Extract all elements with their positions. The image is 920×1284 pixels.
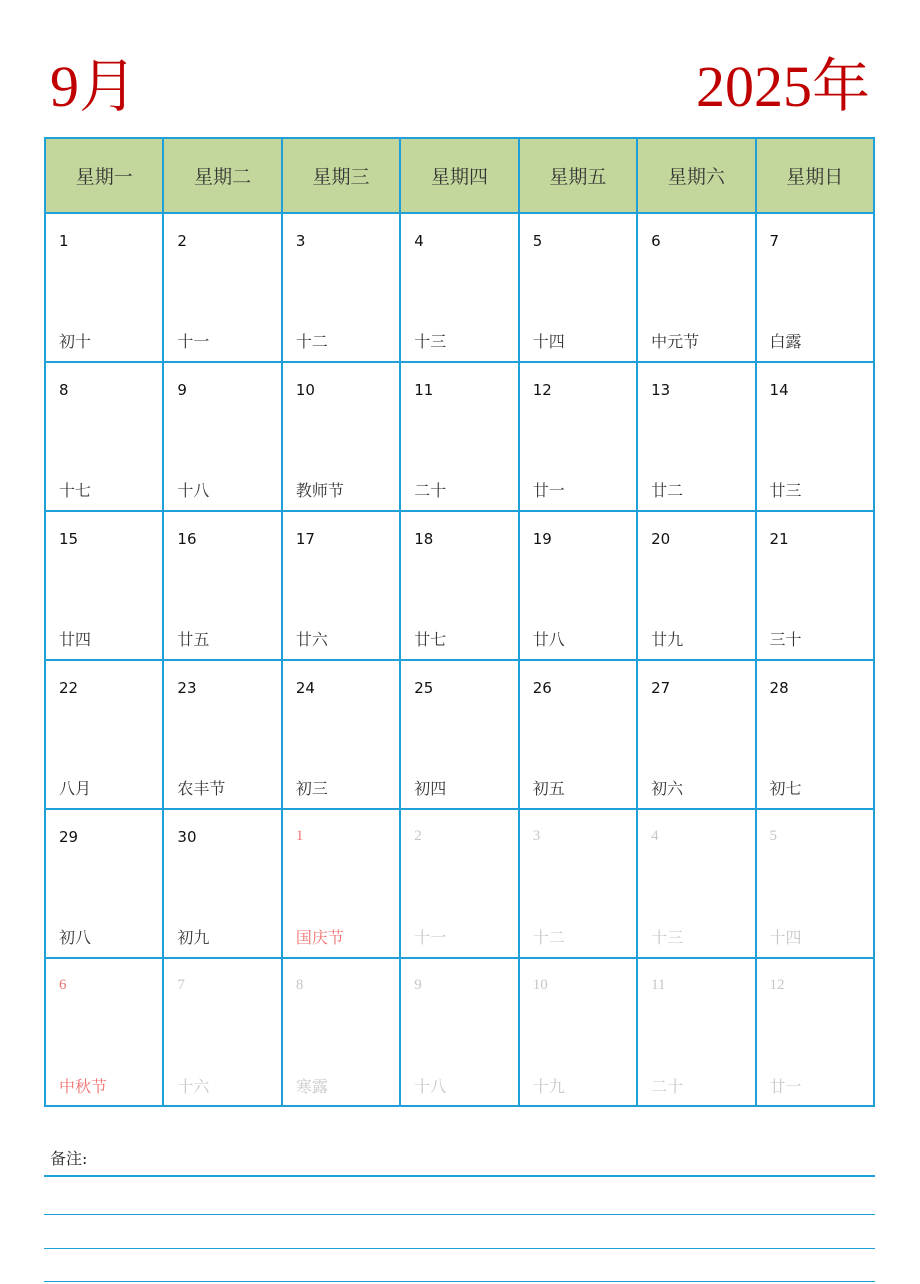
day-cell[interactable] xyxy=(520,810,638,957)
day-cell[interactable] xyxy=(46,214,164,361)
day-cell[interactable] xyxy=(46,363,164,510)
day-number: 10 xyxy=(295,381,315,399)
day-cell[interactable] xyxy=(757,214,873,361)
day-number: 25 xyxy=(414,679,434,697)
lunar-date: 初四 xyxy=(414,779,447,798)
day-number: 21 xyxy=(769,530,789,548)
weekday-header: 星期日 xyxy=(786,166,844,188)
lunar-date: 初十 xyxy=(59,332,92,351)
week-row xyxy=(46,363,873,512)
lunar-date: 十八 xyxy=(177,481,210,500)
lunar-date: 初六 xyxy=(651,779,684,798)
week-row xyxy=(46,959,873,1107)
lunar-date: 初八 xyxy=(59,928,92,947)
day-number: 10 xyxy=(532,977,548,993)
day-cell[interactable] xyxy=(757,363,873,510)
notes-label: 备注: xyxy=(50,1149,88,1168)
weekday-header: 星期六 xyxy=(638,139,756,212)
calendar-grid xyxy=(44,137,875,1107)
day-number: 30 xyxy=(177,828,197,846)
day-cell[interactable] xyxy=(164,810,282,957)
day-number: 5 xyxy=(769,828,778,844)
day-cell[interactable] xyxy=(638,661,756,808)
day-cell[interactable] xyxy=(520,214,638,361)
day-number: 3 xyxy=(532,828,541,844)
day-cell[interactable] xyxy=(283,959,401,1107)
day-cell[interactable] xyxy=(520,363,638,510)
day-cell[interactable] xyxy=(638,512,756,659)
lunar-date: 廿二 xyxy=(651,481,684,500)
lunar-date: 廿五 xyxy=(177,630,210,649)
lunar-date: 十八 xyxy=(414,1077,447,1096)
lunar-date: 十三 xyxy=(414,332,447,351)
day-cell[interactable] xyxy=(283,214,401,361)
day-number: 15 xyxy=(59,530,79,548)
day-cell[interactable] xyxy=(520,661,638,808)
lunar-date: 十一 xyxy=(414,928,447,947)
week-row xyxy=(46,661,873,810)
note-line xyxy=(44,1248,875,1249)
weekday-header: 星期一 xyxy=(46,139,164,212)
day-number: 1 xyxy=(59,232,69,250)
day-cell[interactable] xyxy=(401,810,519,957)
lunar-date: 十二 xyxy=(532,928,565,947)
day-cell[interactable] xyxy=(283,363,401,510)
day-cell[interactable] xyxy=(46,661,164,808)
day-number: 12 xyxy=(532,381,552,399)
lunar-date: 廿八 xyxy=(532,630,565,649)
day-cell[interactable] xyxy=(164,512,282,659)
day-cell[interactable] xyxy=(164,661,282,808)
day-cell[interactable] xyxy=(401,214,519,361)
day-number: 13 xyxy=(651,381,671,399)
day-cell[interactable] xyxy=(401,959,519,1107)
day-cell[interactable] xyxy=(164,959,282,1107)
day-number: 14 xyxy=(769,381,789,399)
day-number: 19 xyxy=(532,530,552,548)
day-number: 11 xyxy=(651,977,666,993)
day-cell[interactable] xyxy=(638,959,756,1107)
lunar-date: 十三 xyxy=(651,928,684,947)
week-row xyxy=(46,810,873,959)
day-number: 11 xyxy=(414,381,434,399)
week-row xyxy=(46,214,873,363)
day-number: 6 xyxy=(651,232,661,250)
lunar-date: 十七 xyxy=(59,481,92,500)
lunar-date: 国庆节 xyxy=(295,928,344,947)
day-number: 28 xyxy=(769,679,789,697)
lunar-date: 中元节 xyxy=(651,332,700,351)
day-number: 20 xyxy=(651,530,671,548)
day-number: 26 xyxy=(532,679,552,697)
lunar-date: 初三 xyxy=(295,779,328,798)
day-number: 3 xyxy=(295,232,306,250)
day-cell[interactable] xyxy=(46,959,164,1107)
calendar-weeks xyxy=(46,214,873,1107)
day-cell[interactable] xyxy=(283,661,401,808)
day-number: 9 xyxy=(177,381,187,399)
lunar-date: 农丰节 xyxy=(177,779,226,798)
lunar-date: 三十 xyxy=(769,630,802,649)
lunar-date: 十九 xyxy=(532,1077,565,1096)
day-number: 23 xyxy=(177,679,197,697)
lunar-date: 廿四 xyxy=(59,630,92,649)
lunar-date: 初七 xyxy=(769,779,802,798)
day-cell[interactable] xyxy=(757,959,873,1107)
weekday-header: 星期三 xyxy=(283,139,401,212)
weekday-header: 星期四 xyxy=(401,139,519,212)
day-number: 24 xyxy=(295,679,315,697)
day-number: 9 xyxy=(414,977,422,993)
lunar-date: 十四 xyxy=(532,332,565,351)
lunar-date: 廿一 xyxy=(532,481,565,500)
day-cell[interactable] xyxy=(520,959,638,1107)
day-cell[interactable] xyxy=(401,661,519,808)
day-number: 6 xyxy=(59,977,67,993)
week-row xyxy=(46,512,873,661)
day-number: 29 xyxy=(59,828,79,846)
day-number: 4 xyxy=(651,828,659,844)
day-cell[interactable] xyxy=(638,810,756,957)
day-number: 18 xyxy=(414,530,434,548)
day-number: 22 xyxy=(59,679,79,697)
day-cell[interactable] xyxy=(757,810,873,957)
day-cell[interactable] xyxy=(401,512,519,659)
day-number: 1 xyxy=(295,828,304,844)
lunar-date: 十二 xyxy=(295,332,328,351)
lunar-date: 廿七 xyxy=(414,630,447,649)
month-title: 9月 xyxy=(50,54,138,119)
day-number: 27 xyxy=(651,679,671,697)
note-line xyxy=(44,1214,875,1215)
weekday-header: 星期二 xyxy=(164,139,282,212)
lunar-date: 廿九 xyxy=(651,630,684,649)
day-number: 16 xyxy=(177,530,197,548)
day-cell[interactable] xyxy=(401,363,519,510)
lunar-date: 中秋节 xyxy=(59,1077,108,1096)
weekday-header-row xyxy=(46,139,873,214)
day-number: 7 xyxy=(769,232,780,250)
day-cell[interactable] xyxy=(46,810,164,957)
day-cell[interactable] xyxy=(164,214,282,361)
lunar-date: 十六 xyxy=(177,1077,210,1096)
day-number: 7 xyxy=(177,977,185,993)
day-number: 4 xyxy=(414,232,424,250)
lunar-date: 八月 xyxy=(59,779,92,798)
lunar-date: 廿一 xyxy=(769,1077,802,1096)
lunar-date: 十一 xyxy=(177,332,210,351)
day-cell[interactable] xyxy=(283,810,401,957)
note-line xyxy=(44,1281,875,1282)
day-number: 5 xyxy=(532,232,543,250)
lunar-date: 十四 xyxy=(769,928,802,947)
lunar-date: 廿六 xyxy=(295,630,328,649)
day-cell[interactable] xyxy=(757,661,873,808)
day-number: 8 xyxy=(295,977,304,993)
lunar-date: 二十 xyxy=(414,481,447,500)
lunar-date: 教师节 xyxy=(295,481,344,500)
day-cell[interactable] xyxy=(757,512,873,659)
lunar-date: 初九 xyxy=(177,928,210,947)
note-line xyxy=(44,1175,875,1177)
lunar-date: 初五 xyxy=(532,779,565,798)
day-cell[interactable] xyxy=(520,512,638,659)
lunar-date: 廿三 xyxy=(769,481,802,500)
weekday-header: 星期五 xyxy=(520,139,638,212)
day-cell[interactable] xyxy=(638,363,756,510)
year-title: 2025年 xyxy=(695,54,870,119)
day-number: 2 xyxy=(414,828,422,844)
lunar-date: 寒露 xyxy=(295,1077,328,1096)
day-number: 12 xyxy=(769,977,785,993)
day-number: 2 xyxy=(177,232,187,250)
day-cell[interactable] xyxy=(283,512,401,659)
day-number: 8 xyxy=(59,381,69,399)
day-cell[interactable] xyxy=(638,214,756,361)
lunar-date: 二十 xyxy=(651,1077,684,1096)
lunar-date: 白露 xyxy=(769,332,802,351)
day-number: 17 xyxy=(295,530,315,548)
day-cell[interactable] xyxy=(46,512,164,659)
day-cell[interactable] xyxy=(164,363,282,510)
